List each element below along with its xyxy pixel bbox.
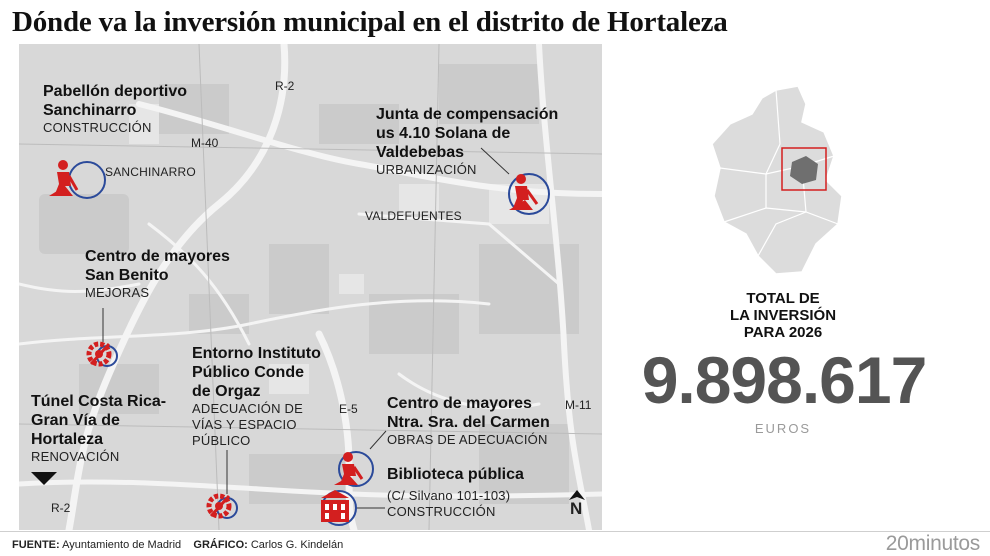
- site-name-line: Hortaleza: [31, 431, 104, 448]
- brand-logo[interactable]: 20minutos: [885, 532, 980, 555]
- north-label: N: [570, 499, 583, 518]
- site-centro-mayores-carmen[interactable]: [387, 394, 550, 448]
- site-name-line: Centro de mayores: [85, 248, 230, 265]
- summary-panel: [610, 44, 990, 530]
- total-label-line: PARA 2026: [743, 324, 823, 341]
- total-investment-label: [710, 290, 856, 341]
- site-name-line: Centro de mayores: [387, 395, 532, 412]
- site-name-line: Público Conde: [192, 364, 304, 381]
- site-type: MEJORAS: [85, 285, 150, 300]
- road-label-m40: M-40: [191, 136, 219, 150]
- district-map[interactable]: [19, 44, 602, 530]
- site-name-line: Biblioteca pública: [387, 466, 524, 483]
- library-building-icon[interactable]: [315, 488, 387, 528]
- site-type: OBRAS DE ADECUACIÓN: [387, 432, 548, 447]
- site-centro-mayores-san-benito[interactable]: [85, 247, 230, 301]
- site-name-line: San Benito: [85, 267, 169, 284]
- road-label-e5: E-5: [339, 402, 358, 416]
- site-type: RENOVACIÓN: [31, 449, 120, 464]
- site-name-line: Valdebebas: [376, 144, 465, 161]
- source-value: Ayuntamiento de Madrid: [62, 539, 182, 551]
- site-type: CONSTRUCCIÓN: [43, 120, 152, 135]
- site-type: PÚBLICO: [192, 433, 251, 448]
- site-name-line: Sanchinarro: [43, 102, 137, 119]
- site-name-line: Ntra. Sra. del Carmen: [387, 414, 550, 431]
- graphic-value: Carlos G. Kindelán: [250, 539, 344, 551]
- site-type: CONSTRUCCIÓN: [387, 504, 496, 519]
- neighborhood-valdefuentes: VALDEFUENTES: [365, 209, 462, 223]
- madrid-locator-map: [706, 84, 856, 279]
- total-label-line: TOTAL DE: [746, 290, 820, 307]
- road-label-m11: M-11: [565, 398, 592, 412]
- total-investment-value: 9.898.617: [641, 343, 927, 417]
- total-label-line: LA INVERSIÓN: [729, 307, 837, 324]
- site-name-line: Entorno Instituto: [192, 345, 321, 362]
- source-credit: [12, 539, 343, 551]
- site-type: ADECUACIÓN DE: [192, 401, 303, 416]
- footer: [0, 531, 990, 556]
- site-tunel-costa-rica[interactable]: [31, 392, 166, 465]
- gear-wrench-icon[interactable]: [81, 306, 126, 371]
- construction-worker-icon[interactable]: [43, 156, 113, 206]
- site-pabellon-sanchinarro[interactable]: [43, 82, 187, 136]
- construction-worker-icon[interactable]: [479, 146, 559, 221]
- tunnel-arrow-icon[interactable]: [31, 472, 59, 488]
- graphic-label: GRÁFICO:: [193, 539, 248, 551]
- road-label-r2-north: R-2: [275, 79, 295, 93]
- gear-wrench-icon[interactable]: [201, 448, 246, 523]
- site-name-line: Gran Vía de: [31, 412, 120, 429]
- site-name-line: us 4.10 Solana de: [376, 125, 511, 142]
- site-instituto-conde-orgaz[interactable]: [192, 344, 321, 449]
- site-address: (C/ Silvano 101-103): [387, 488, 511, 503]
- page-title: Dónde va la inversión municipal en el distrito de Hortaleza: [12, 6, 728, 38]
- site-type: VÍAS Y ESPACIO: [192, 417, 297, 432]
- neighborhood-sanchinarro: SANCHINARRO: [105, 165, 196, 179]
- site-name-line: Pabellón deportivo: [43, 83, 188, 100]
- site-name-line: Junta de compensación: [376, 106, 559, 123]
- site-type: URBANIZACIÓN: [376, 162, 477, 177]
- site-name-line: Túnel Costa Rica-: [31, 393, 167, 410]
- source-label: FUENTE:: [12, 539, 60, 551]
- construction-worker-icon[interactable]: [326, 429, 396, 489]
- total-investment-unit: EUROS: [754, 421, 812, 436]
- site-biblioteca-publica[interactable]: [387, 465, 524, 520]
- site-name-line: de Orgaz: [192, 383, 261, 400]
- road-label-r2-south: R-2: [51, 501, 71, 515]
